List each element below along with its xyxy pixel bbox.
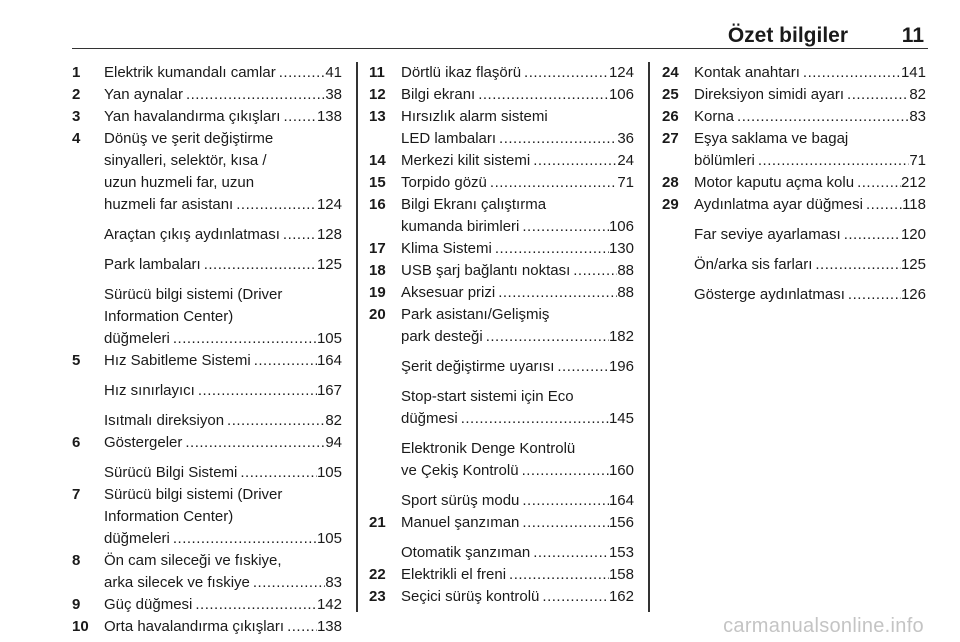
entry-line: [104, 254, 342, 276]
entry-text: Orta havalandırma çıkışları: [104, 618, 285, 635]
index-entry: [369, 172, 634, 194]
dot-leader: [734, 106, 909, 128]
index-entry: [369, 150, 634, 172]
dot-leader: [170, 328, 317, 350]
entry-page-number: 156: [608, 514, 634, 531]
entry-page-number: 106: [608, 218, 634, 235]
entry-number: 9: [72, 596, 81, 613]
entry-line: [694, 172, 926, 194]
dot-leader: [519, 490, 609, 512]
dot-leader: [475, 84, 609, 106]
entry-text: Ön cam sileceği ve fıskiye,: [104, 552, 282, 569]
dot-leader: [195, 380, 317, 402]
dot-leader: [201, 254, 317, 276]
entry-page-number: 106: [608, 86, 634, 103]
entry-text: Ön/arka sis farları: [694, 256, 813, 273]
index-entry: [369, 194, 634, 238]
entry-text: Kontak anahtarı: [694, 64, 800, 81]
entry-text: sinyalleri, selektör, kısa /: [104, 152, 267, 169]
entry-number: 2: [72, 86, 81, 103]
entry-text: Elektrik kumandalı camlar: [104, 64, 276, 81]
entry-text: Güç düğmesi: [104, 596, 193, 613]
entry-line: [401, 216, 634, 238]
entry-text: düğmeleri: [104, 530, 170, 547]
entry-text: Gösterge aydınlatması: [694, 286, 845, 303]
entry-text: Information Center): [104, 308, 234, 325]
index-entry: [662, 128, 926, 172]
entry-page-number: 138: [316, 618, 342, 635]
entry-page-number: 24: [617, 152, 634, 169]
index-entry: [72, 462, 342, 484]
entry-number: 25: [662, 86, 679, 103]
entry-number: 21: [369, 514, 386, 531]
index-entry: [369, 386, 634, 430]
entry-number: 28: [662, 174, 679, 191]
index-entry: [369, 84, 634, 106]
entry-page-number: 164: [316, 352, 342, 369]
dot-leader: [237, 462, 317, 484]
entry-line: [401, 128, 634, 150]
entry-text: Far seviye ayarlaması: [694, 226, 841, 243]
entry-text: Direksiyon simidi ayarı: [694, 86, 845, 103]
entry-page-number: 94: [325, 434, 342, 451]
entry-text: Hız Sabitleme Sistemi: [104, 352, 251, 369]
entry-number: 17: [369, 240, 386, 257]
dot-leader: [841, 224, 901, 246]
entry-page-number: 164: [608, 492, 634, 509]
entry-page-number: 38: [325, 86, 342, 103]
watermark: carmanualsonline.info: [723, 615, 924, 637]
entry-page-number: 126: [900, 286, 926, 303]
entry-number: 3: [72, 108, 81, 125]
entry-page-number: 196: [608, 358, 634, 375]
dot-leader: [812, 254, 901, 276]
index-entry: [369, 586, 634, 608]
entry-number: 20: [369, 306, 386, 323]
entry-line: [104, 194, 342, 216]
index-column-3: [662, 62, 926, 306]
entry-text: Otomatik şanzıman: [401, 544, 531, 561]
index-entry: [369, 438, 634, 482]
column-divider: [648, 62, 650, 612]
entry-text: Yan aynalar: [104, 86, 183, 103]
entry-page-number: 158: [608, 566, 634, 583]
entry-text: Eşya saklama ve bagaj: [694, 130, 849, 147]
index-entry: [662, 84, 926, 106]
index-entry: [369, 106, 634, 150]
entry-text: Sürücü bilgi sistemi (Driver: [104, 286, 283, 303]
dot-leader: [521, 62, 609, 84]
column-divider: [356, 62, 358, 612]
entry-text: düğmesi: [401, 410, 458, 427]
index-entry: [369, 62, 634, 84]
dot-leader: [863, 194, 902, 216]
entry-text: Göstergeler: [104, 434, 183, 451]
entry-line: [401, 172, 634, 194]
index-entry: [662, 284, 926, 306]
entry-page-number: 124: [608, 64, 634, 81]
entry-text: Torpido gözü: [401, 174, 487, 191]
entry-line: [401, 326, 634, 348]
dot-leader: [495, 282, 617, 304]
entry-text: arka silecek ve fıskiye: [104, 574, 250, 591]
entry-text: Merkezi kilit sistemi: [401, 152, 531, 169]
dot-leader: [506, 564, 609, 586]
entry-line: [104, 380, 342, 402]
entry-page-number: 105: [316, 464, 342, 481]
entry-text: bölümleri: [694, 152, 755, 169]
entry-line: [694, 106, 926, 128]
entry-number: 26: [662, 108, 679, 125]
entry-number: 12: [369, 86, 386, 103]
entry-text: Manuel şanzıman: [401, 514, 520, 531]
entry-text: Korna: [694, 108, 735, 125]
dot-leader: [280, 106, 316, 128]
index-entry: [369, 304, 634, 348]
entry-text: Dönüş ve şerit değiştirme: [104, 130, 274, 147]
entry-page-number: 120: [900, 226, 926, 243]
entry-page-number: 162: [608, 588, 634, 605]
entry-number: 1: [72, 64, 81, 81]
index-entry: [72, 350, 342, 372]
entry-text: Bilgi Ekranı çalıştırma: [401, 196, 547, 213]
entry-page-number: 142: [316, 596, 342, 613]
dot-leader: [519, 512, 609, 534]
entry-number: 4: [72, 130, 81, 147]
entry-number: 10: [72, 618, 89, 635]
entry-line: [401, 84, 634, 106]
dot-leader: [458, 408, 609, 430]
entry-page-number: 41: [325, 64, 342, 81]
entry-text: Hırsızlık alarm sistemi: [401, 108, 548, 125]
entry-text: Dörtlü ikaz flaşörü: [401, 64, 522, 81]
entry-number: 22: [369, 566, 386, 583]
dot-leader: [233, 194, 317, 216]
page-number: 11: [901, 24, 924, 47]
entry-line: [401, 356, 634, 378]
dot-leader: [844, 84, 909, 106]
entry-line: [104, 350, 342, 372]
entry-text: USB şarj bağlantı noktası: [401, 262, 571, 279]
page-title: Özet bilgiler: [727, 24, 848, 47]
dot-leader: [530, 150, 617, 172]
entry-line: [694, 284, 926, 306]
entry-line: [401, 460, 634, 482]
index-entry: [662, 254, 926, 276]
dot-leader: [284, 616, 317, 638]
entry-line: [694, 194, 926, 216]
index-entry: [72, 128, 342, 216]
entry-page-number: 105: [316, 530, 342, 547]
entry-line: [104, 462, 342, 484]
entry-number: 16: [369, 196, 386, 213]
entry-line: [104, 84, 342, 106]
entry-line: [104, 224, 342, 246]
entry-number: 29: [662, 196, 679, 213]
dot-leader: [182, 432, 325, 454]
index-entry: [72, 550, 342, 594]
entry-text: Sürücü bilgi sistemi (Driver: [104, 486, 283, 503]
dot-leader: [519, 216, 609, 238]
index-entry: [72, 616, 342, 638]
dot-leader: [280, 224, 317, 246]
page-header: [72, 0, 928, 49]
entry-page-number: 36: [617, 130, 634, 147]
index-entry: [72, 284, 342, 350]
index-entry: [72, 484, 342, 550]
entry-number: 11: [369, 64, 385, 81]
entry-line: [401, 238, 634, 260]
entry-line: [401, 586, 634, 608]
entry-line: [401, 62, 634, 84]
index-entry: [662, 106, 926, 128]
entry-text: Hız sınırlayıcı: [104, 382, 195, 399]
index-column-1: [72, 62, 342, 638]
entry-text: Yan havalandırma çıkışları: [104, 108, 281, 125]
entry-text: Bilgi ekranı: [401, 86, 476, 103]
entry-text: Seçici sürüş kontrolü: [401, 588, 540, 605]
entry-page-number: 128: [316, 226, 342, 243]
entry-text: Park asistanı/Gelişmiş: [401, 306, 550, 323]
index-entry: [72, 84, 342, 106]
entry-text: Aydınlatma ayar düğmesi: [694, 196, 863, 213]
entry-text: Sport sürüş modu: [401, 492, 520, 509]
index-entry: [72, 594, 342, 616]
entry-text: LED lambaları: [401, 130, 497, 147]
index-entry: [72, 62, 342, 84]
entry-text: ve Çekiş Kontrolü: [401, 462, 519, 479]
index-entry: [72, 224, 342, 246]
index-entry: [369, 490, 634, 512]
entry-text: Sürücü Bilgi Sistemi: [104, 464, 238, 481]
entry-text: Motor kaputu açma kolu: [694, 174, 855, 191]
entry-page-number: 125: [316, 256, 342, 273]
entry-page-number: 141: [900, 64, 926, 81]
entry-number: 5: [72, 352, 81, 369]
index-entry: [369, 512, 634, 534]
index-entry: [72, 410, 342, 432]
entry-text: Elektrikli el freni: [401, 566, 507, 583]
dot-leader: [276, 62, 326, 84]
entry-text: kumanda birimleri: [401, 218, 520, 235]
entry-line: [694, 84, 926, 106]
entry-page-number: 105: [316, 330, 342, 347]
entry-page-number: 124: [316, 196, 342, 213]
entry-line: [104, 106, 342, 128]
entry-page-number: 160: [608, 462, 634, 479]
index-entry: [662, 172, 926, 194]
entry-page-number: 130: [608, 240, 634, 257]
entry-number: 24: [662, 64, 679, 81]
index-entry: [369, 238, 634, 260]
entry-number: 14: [369, 152, 386, 169]
index-column-2: [369, 62, 634, 608]
entry-page-number: 88: [617, 262, 634, 279]
entry-text: Araçtan çıkış aydınlatması: [104, 226, 280, 243]
entry-number: 19: [369, 284, 386, 301]
index-entry: [72, 432, 342, 454]
index-entry: [369, 542, 634, 564]
dot-leader: [496, 128, 617, 150]
index-entry: [369, 282, 634, 304]
dot-leader: [539, 586, 609, 608]
entry-line: [694, 254, 926, 276]
entry-page-number: 82: [909, 86, 926, 103]
entry-page-number: 138: [316, 108, 342, 125]
dot-leader: [251, 350, 317, 372]
entry-number: 27: [662, 130, 679, 147]
entry-number: 15: [369, 174, 386, 191]
entry-number: 18: [369, 262, 386, 279]
index-entry: [662, 224, 926, 246]
entry-line: [104, 616, 342, 638]
entry-page-number: 145: [608, 410, 634, 427]
entry-page-number: 167: [316, 382, 342, 399]
index-entry: [662, 62, 926, 84]
index-entry: [369, 564, 634, 586]
entry-text: Information Center): [104, 508, 234, 525]
entry-line: [401, 150, 634, 172]
dot-leader: [554, 356, 609, 378]
index-entry: [72, 106, 342, 128]
entry-page-number: 83: [909, 108, 926, 125]
entry-text: uzun huzmeli far, uzun: [104, 174, 255, 191]
dot-leader: [854, 172, 901, 194]
entry-page-number: 88: [617, 284, 634, 301]
index-entry: [369, 356, 634, 378]
entry-page-number: 83: [325, 574, 342, 591]
entry-line: [104, 594, 342, 616]
entry-number: 7: [72, 486, 81, 503]
entry-text: Aksesuar prizi: [401, 284, 496, 301]
entry-line: [401, 408, 634, 430]
dot-leader: [487, 172, 617, 194]
entry-line: [104, 432, 342, 454]
index-entry: [72, 380, 342, 402]
dot-leader: [192, 594, 317, 616]
entry-line: [694, 224, 926, 246]
entry-text: Isıtmalı direksiyon: [104, 412, 225, 429]
dot-leader: [492, 238, 609, 260]
entry-page-number: 71: [617, 174, 634, 191]
dot-leader: [183, 84, 325, 106]
entry-page-number: 212: [900, 174, 926, 191]
entry-line: [401, 490, 634, 512]
entry-line: [401, 542, 634, 564]
dot-leader: [800, 62, 901, 84]
entry-line: [104, 410, 342, 432]
entry-line: [694, 150, 926, 172]
entry-line: [401, 564, 634, 586]
entry-text: Elektronik Denge Kontrolü: [401, 440, 576, 457]
entry-text: düğmeleri: [104, 330, 170, 347]
entry-text: Klima Sistemi: [401, 240, 492, 257]
dot-leader: [755, 150, 909, 172]
entry-number: 23: [369, 588, 386, 605]
entry-number: 6: [72, 434, 81, 451]
entry-line: [104, 528, 342, 550]
dot-leader: [224, 410, 325, 432]
entry-text: park desteği: [401, 328, 483, 345]
entry-line: [401, 282, 634, 304]
dot-leader: [570, 260, 617, 282]
entry-page-number: 71: [909, 152, 926, 169]
entry-line: [104, 62, 342, 84]
index-entry: [662, 194, 926, 216]
entry-number: 13: [369, 108, 386, 125]
entry-line: [401, 512, 634, 534]
entry-line: [401, 260, 634, 282]
dot-leader: [170, 528, 317, 550]
dot-leader: [530, 542, 609, 564]
entry-page-number: 125: [900, 256, 926, 273]
entry-text: huzmeli far asistanı: [104, 196, 234, 213]
entry-text: Park lambaları: [104, 256, 201, 273]
index-entry: [369, 260, 634, 282]
entry-line: [694, 62, 926, 84]
entry-page-number: 118: [902, 196, 926, 213]
entry-line: [104, 572, 342, 594]
dot-leader: [845, 284, 901, 306]
entry-number: 8: [72, 552, 81, 569]
entry-text: Stop-start sistemi için Eco: [401, 388, 574, 405]
entry-page-number: 182: [608, 328, 634, 345]
entry-page-number: 82: [325, 412, 342, 429]
dot-leader: [250, 572, 325, 594]
dot-leader: [483, 326, 609, 348]
index-entry: [72, 254, 342, 276]
entry-text: Şerit değiştirme uyarısı: [401, 358, 555, 375]
entry-page-number: 153: [608, 544, 634, 561]
dot-leader: [519, 460, 609, 482]
entry-line: [104, 328, 342, 350]
